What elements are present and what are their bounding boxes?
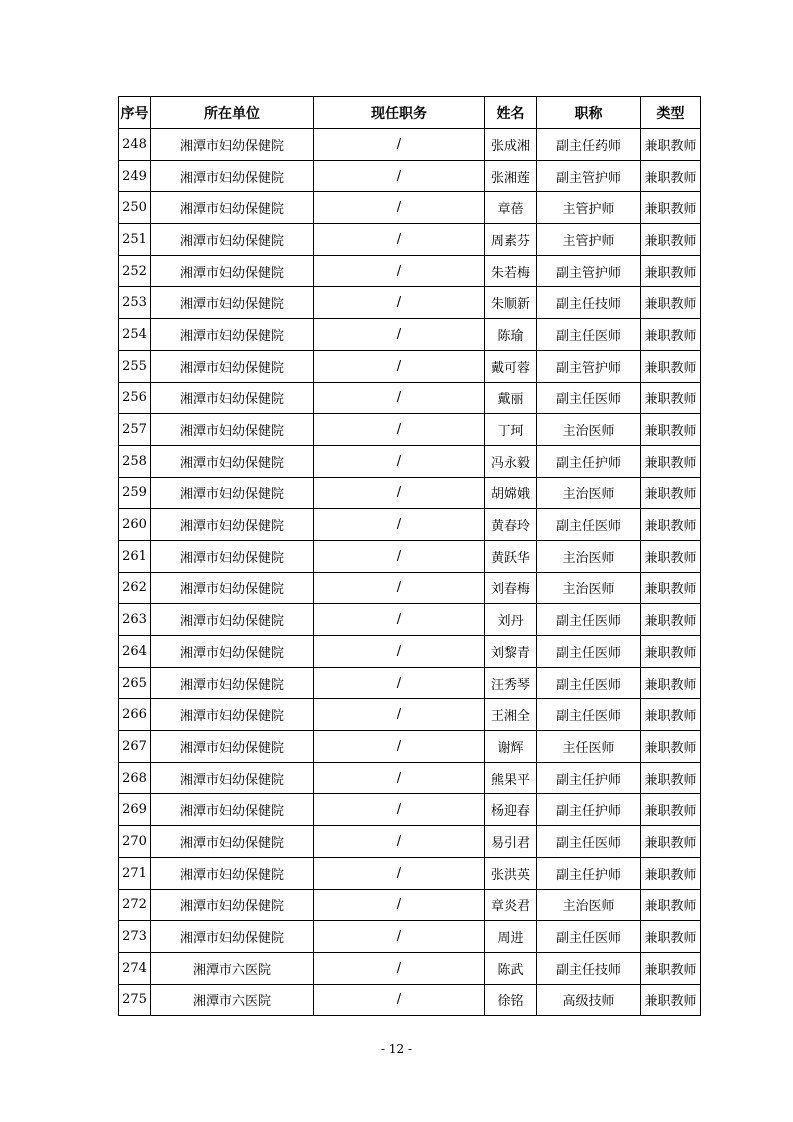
cell-type: 兼职教师 <box>641 889 701 921</box>
cell-no: 257 <box>119 414 151 446</box>
cell-no: 272 <box>119 889 151 921</box>
cell-unit: 湘潭市妇幼保健院 <box>151 731 314 763</box>
cell-title: 主治医师 <box>537 889 641 921</box>
cell-type: 兼职教师 <box>641 952 701 984</box>
cell-no: 273 <box>119 921 151 953</box>
table-row <box>119 129 701 161</box>
cell-name: 刘春梅 <box>485 572 537 604</box>
table-row <box>119 192 701 224</box>
cell-name: 王湘全 <box>485 699 537 731</box>
header-no: 序号 <box>119 97 151 129</box>
cell-unit: 湘潭市妇幼保健院 <box>151 445 314 477</box>
cell-position: / <box>314 699 485 731</box>
cell-name: 章炎君 <box>485 889 537 921</box>
cell-name: 周素芬 <box>485 224 537 256</box>
cell-no: 275 <box>119 984 151 1016</box>
cell-type: 兼职教师 <box>641 984 701 1016</box>
cell-unit: 湘潭市妇幼保健院 <box>151 762 314 794</box>
cell-title: 副主任护师 <box>537 794 641 826</box>
cell-name: 胡嫦娥 <box>485 477 537 509</box>
cell-type: 兼职教师 <box>641 604 701 636</box>
cell-no: 269 <box>119 794 151 826</box>
cell-title: 主任医师 <box>537 731 641 763</box>
cell-position: / <box>314 984 485 1016</box>
cell-title: 副主任护师 <box>537 445 641 477</box>
cell-unit: 湘潭市妇幼保健院 <box>151 667 314 699</box>
cell-title: 主治医师 <box>537 414 641 446</box>
cell-no: 261 <box>119 540 151 572</box>
table-body <box>119 129 701 1016</box>
cell-no: 262 <box>119 572 151 604</box>
cell-position: / <box>314 636 485 668</box>
cell-no: 258 <box>119 445 151 477</box>
cell-type: 兼职教师 <box>641 921 701 953</box>
cell-position: / <box>314 319 485 351</box>
cell-type: 兼职教师 <box>641 731 701 763</box>
header-title: 职称 <box>537 97 641 129</box>
table-row <box>119 762 701 794</box>
table-row <box>119 952 701 984</box>
cell-title: 副主任药师 <box>537 129 641 161</box>
cell-name: 谢辉 <box>485 731 537 763</box>
cell-position: / <box>314 921 485 953</box>
cell-name: 戴丽 <box>485 382 537 414</box>
cell-type: 兼职教师 <box>641 857 701 889</box>
cell-type: 兼职教师 <box>641 636 701 668</box>
cell-position: / <box>314 540 485 572</box>
header-name: 姓名 <box>485 97 537 129</box>
cell-name: 黄跃华 <box>485 540 537 572</box>
cell-position: / <box>314 762 485 794</box>
cell-position: / <box>314 129 485 161</box>
header-type: 类型 <box>641 97 701 129</box>
cell-type: 兼职教师 <box>641 287 701 319</box>
cell-no: 267 <box>119 731 151 763</box>
cell-unit: 湘潭市妇幼保健院 <box>151 604 314 636</box>
cell-name: 熊果平 <box>485 762 537 794</box>
cell-type: 兼职教师 <box>641 445 701 477</box>
cell-name: 陈武 <box>485 952 537 984</box>
cell-name: 张成湘 <box>485 129 537 161</box>
cell-unit: 湘潭市妇幼保健院 <box>151 192 314 224</box>
cell-position: / <box>314 160 485 192</box>
cell-type: 兼职教师 <box>641 699 701 731</box>
cell-type: 兼职教师 <box>641 826 701 858</box>
cell-name: 刘丹 <box>485 604 537 636</box>
table-row <box>119 857 701 889</box>
cell-name: 陈瑜 <box>485 319 537 351</box>
cell-no: 253 <box>119 287 151 319</box>
table-row <box>119 731 701 763</box>
table-row <box>119 224 701 256</box>
cell-position: / <box>314 509 485 541</box>
table-row <box>119 889 701 921</box>
cell-unit: 湘潭市妇幼保健院 <box>151 540 314 572</box>
cell-type: 兼职教师 <box>641 540 701 572</box>
cell-type: 兼职教师 <box>641 224 701 256</box>
cell-unit: 湘潭市妇幼保健院 <box>151 350 314 382</box>
cell-type: 兼职教师 <box>641 667 701 699</box>
cell-no: 268 <box>119 762 151 794</box>
table-row <box>119 636 701 668</box>
cell-type: 兼职教师 <box>641 160 701 192</box>
table-row <box>119 984 701 1016</box>
cell-name: 汪秀琴 <box>485 667 537 699</box>
cell-type: 兼职教师 <box>641 414 701 446</box>
page-number: - 12 - <box>380 1042 412 1056</box>
table-row <box>119 287 701 319</box>
cell-no: 266 <box>119 699 151 731</box>
cell-title: 副主任技师 <box>537 287 641 319</box>
cell-title: 高级技师 <box>537 984 641 1016</box>
cell-unit: 湘潭市六医院 <box>151 952 314 984</box>
cell-unit: 湘潭市妇幼保健院 <box>151 699 314 731</box>
cell-title: 副主任护师 <box>537 857 641 889</box>
table-row <box>119 255 701 287</box>
cell-no: 263 <box>119 604 151 636</box>
cell-type: 兼职教师 <box>641 192 701 224</box>
cell-position: / <box>314 414 485 446</box>
cell-no: 252 <box>119 255 151 287</box>
cell-title: 主治医师 <box>537 477 641 509</box>
cell-title: 主治医师 <box>537 540 641 572</box>
cell-no: 270 <box>119 826 151 858</box>
cell-unit: 湘潭市妇幼保健院 <box>151 129 314 161</box>
cell-position: / <box>314 382 485 414</box>
cell-position: / <box>314 731 485 763</box>
cell-position: / <box>314 350 485 382</box>
table-row <box>119 826 701 858</box>
cell-no: 250 <box>119 192 151 224</box>
cell-unit: 湘潭市妇幼保健院 <box>151 477 314 509</box>
table-row <box>119 477 701 509</box>
table-row <box>119 350 701 382</box>
cell-title: 副主任医师 <box>537 826 641 858</box>
table-row <box>119 794 701 826</box>
cell-position: / <box>314 857 485 889</box>
cell-name: 朱若梅 <box>485 255 537 287</box>
table-row <box>119 509 701 541</box>
cell-title: 主管护师 <box>537 192 641 224</box>
cell-unit: 湘潭市妇幼保健院 <box>151 921 314 953</box>
header-position: 现任职务 <box>314 97 485 129</box>
cell-position: / <box>314 192 485 224</box>
cell-unit: 湘潭市妇幼保健院 <box>151 255 314 287</box>
cell-type: 兼职教师 <box>641 382 701 414</box>
cell-name: 黄春玲 <box>485 509 537 541</box>
cell-type: 兼职教师 <box>641 255 701 287</box>
table-row <box>119 382 701 414</box>
cell-unit: 湘潭市妇幼保健院 <box>151 382 314 414</box>
cell-title: 副主任医师 <box>537 667 641 699</box>
cell-position: / <box>314 889 485 921</box>
cell-no: 264 <box>119 636 151 668</box>
cell-unit: 湘潭市妇幼保健院 <box>151 826 314 858</box>
cell-name: 丁珂 <box>485 414 537 446</box>
cell-position: / <box>314 287 485 319</box>
cell-title: 副主任医师 <box>537 636 641 668</box>
cell-unit: 湘潭市妇幼保健院 <box>151 572 314 604</box>
cell-no: 260 <box>119 509 151 541</box>
table-row <box>119 540 701 572</box>
cell-unit: 湘潭市妇幼保健院 <box>151 509 314 541</box>
cell-title: 副主管护师 <box>537 255 641 287</box>
cell-title: 副主管护师 <box>537 160 641 192</box>
cell-position: / <box>314 952 485 984</box>
cell-unit: 湘潭市妇幼保健院 <box>151 160 314 192</box>
cell-name: 张洪英 <box>485 857 537 889</box>
cell-type: 兼职教师 <box>641 477 701 509</box>
cell-type: 兼职教师 <box>641 350 701 382</box>
cell-title: 主治医师 <box>537 572 641 604</box>
cell-type: 兼职教师 <box>641 794 701 826</box>
table-row <box>119 319 701 351</box>
cell-position: / <box>314 572 485 604</box>
table-row <box>119 572 701 604</box>
cell-name: 刘黎青 <box>485 636 537 668</box>
cell-unit: 湘潭市妇幼保健院 <box>151 794 314 826</box>
cell-unit: 湘潭市妇幼保健院 <box>151 889 314 921</box>
cell-no: 249 <box>119 160 151 192</box>
cell-type: 兼职教师 <box>641 509 701 541</box>
table-row <box>119 445 701 477</box>
cell-title: 副主任医师 <box>537 921 641 953</box>
table-header <box>119 97 701 129</box>
cell-unit: 湘潭市妇幼保健院 <box>151 319 314 351</box>
cell-type: 兼职教师 <box>641 129 701 161</box>
cell-position: / <box>314 224 485 256</box>
cell-no: 274 <box>119 952 151 984</box>
cell-no: 256 <box>119 382 151 414</box>
table-row <box>119 414 701 446</box>
cell-no: 251 <box>119 224 151 256</box>
cell-no: 248 <box>119 129 151 161</box>
cell-unit: 湘潭市妇幼保健院 <box>151 287 314 319</box>
cell-name: 戴可蓉 <box>485 350 537 382</box>
cell-type: 兼职教师 <box>641 572 701 604</box>
cell-name: 杨迎春 <box>485 794 537 826</box>
cell-no: 255 <box>119 350 151 382</box>
cell-unit: 湘潭市六医院 <box>151 984 314 1016</box>
cell-position: / <box>314 477 485 509</box>
cell-position: / <box>314 255 485 287</box>
cell-title: 副主任护师 <box>537 762 641 794</box>
cell-position: / <box>314 604 485 636</box>
cell-unit: 湘潭市妇幼保健院 <box>151 224 314 256</box>
table-row <box>119 667 701 699</box>
staff-table <box>118 96 701 1016</box>
cell-title: 副主任技师 <box>537 952 641 984</box>
cell-name: 章蓓 <box>485 192 537 224</box>
cell-title: 主管护师 <box>537 224 641 256</box>
cell-title: 副主任医师 <box>537 604 641 636</box>
cell-position: / <box>314 445 485 477</box>
cell-no: 254 <box>119 319 151 351</box>
cell-type: 兼职教师 <box>641 319 701 351</box>
cell-type: 兼职教师 <box>641 762 701 794</box>
document-page <box>118 96 700 1016</box>
cell-position: / <box>314 794 485 826</box>
cell-no: 271 <box>119 857 151 889</box>
cell-name: 朱顺新 <box>485 287 537 319</box>
cell-position: / <box>314 667 485 699</box>
cell-position: / <box>314 826 485 858</box>
header-unit: 所在单位 <box>151 97 314 129</box>
cell-title: 副主任医师 <box>537 509 641 541</box>
cell-title: 副主管护师 <box>537 350 641 382</box>
table-row <box>119 604 701 636</box>
cell-unit: 湘潭市妇幼保健院 <box>151 857 314 889</box>
table-row <box>119 699 701 731</box>
cell-unit: 湘潭市妇幼保健院 <box>151 636 314 668</box>
header-row <box>119 97 701 129</box>
table-row <box>119 160 701 192</box>
cell-title: 副主任医师 <box>537 382 641 414</box>
cell-title: 副主任医师 <box>537 699 641 731</box>
table-row <box>119 921 701 953</box>
cell-no: 265 <box>119 667 151 699</box>
cell-unit: 湘潭市妇幼保健院 <box>151 414 314 446</box>
cell-name: 易引君 <box>485 826 537 858</box>
cell-name: 徐铭 <box>485 984 537 1016</box>
cell-title: 副主任医师 <box>537 319 641 351</box>
cell-name: 张湘莲 <box>485 160 537 192</box>
cell-name: 冯永毅 <box>485 445 537 477</box>
cell-no: 259 <box>119 477 151 509</box>
cell-name: 周进 <box>485 921 537 953</box>
